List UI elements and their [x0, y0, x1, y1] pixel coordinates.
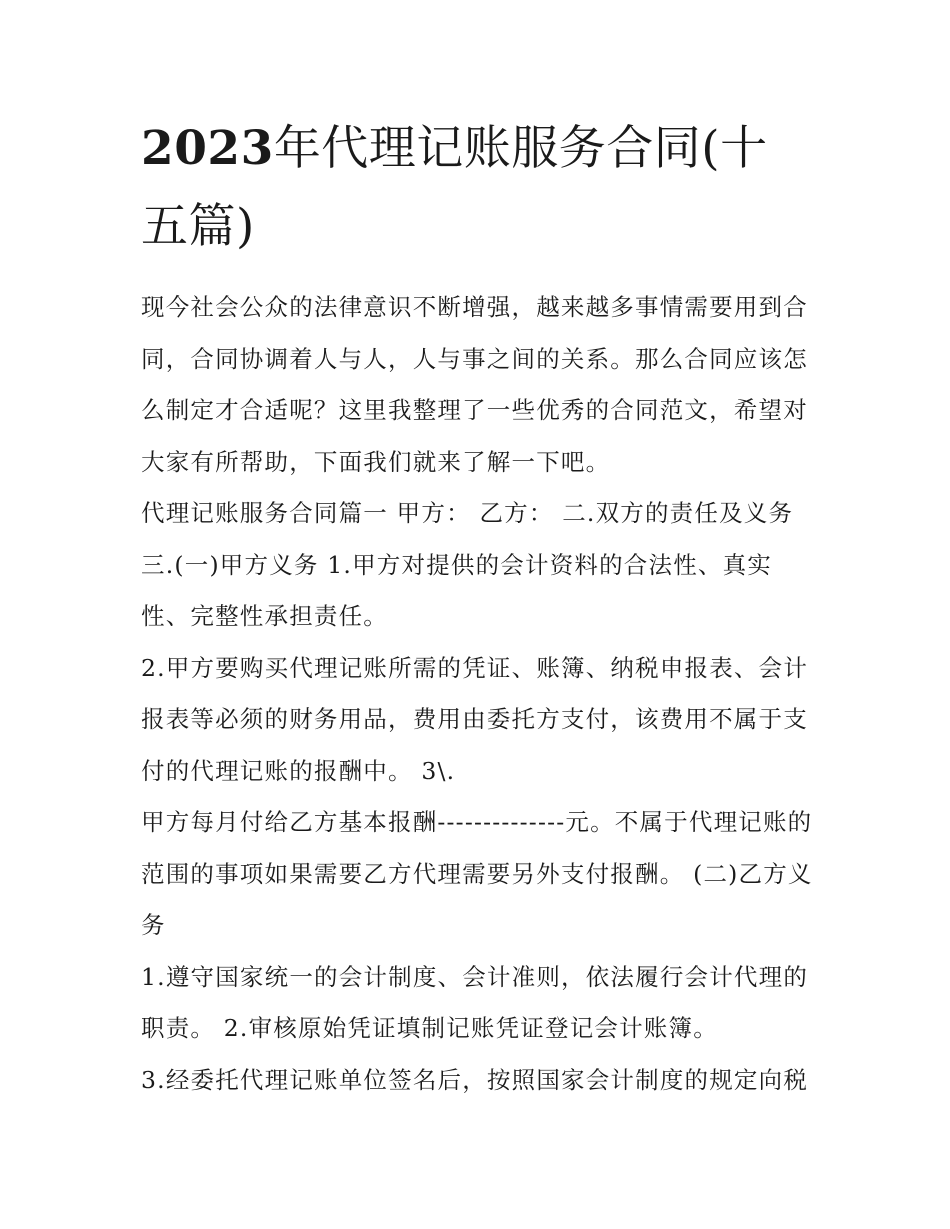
- paragraph-tax-filing: 3.经委托代理记账单位签名后，按照国家会计制度的规定向税: [141, 1065, 809, 1094]
- paragraph-party-a-duties: 代理记账服务合同篇一 甲方： 乙方： 二.双方的责任及义务 三.(一)甲方义务 1.甲方对提供的会计资料的合法性、真实性、完整性承担责任。: [141, 499, 794, 630]
- document-title: [141, 110, 815, 266]
- title-text: 年代理记账服务合同(十五篇): [141, 121, 768, 254]
- paragraph-party-b-duties: 1.遵守国家统一的会计制度、会计准则，依法履行会计代理的职责。 2.审核原始凭证填制记账凭证登记会计账簿。: [141, 962, 809, 1042]
- paragraph-supplies: 2.甲方要购买代理记账所需的凭证、账簿、纳税申报表、会计报表等必须的财务用品，费用由委托方支付，该费用不属于支付的代理记账的报酬中。 3\.: [141, 653, 809, 785]
- paragraph-payment: 甲方每月付给乙方基本报酬--------------元。不属于代理记账的范围的事项如果需要乙方代理需要另外支付报酬。 (二)乙方义务: [141, 808, 813, 939]
- title-year: 2023: [141, 121, 274, 176]
- paragraph-intro: 现今社会公众的法律意识不断增强，越来越多事情需要用到合同，合同协调着人与人，人与事之间的关系。那么合同应该怎么制定才合适呢？这里我整理了一些优秀的合同范文，希望对大家有所帮助，下面我们就来了解一下吧。: [141, 293, 808, 476]
